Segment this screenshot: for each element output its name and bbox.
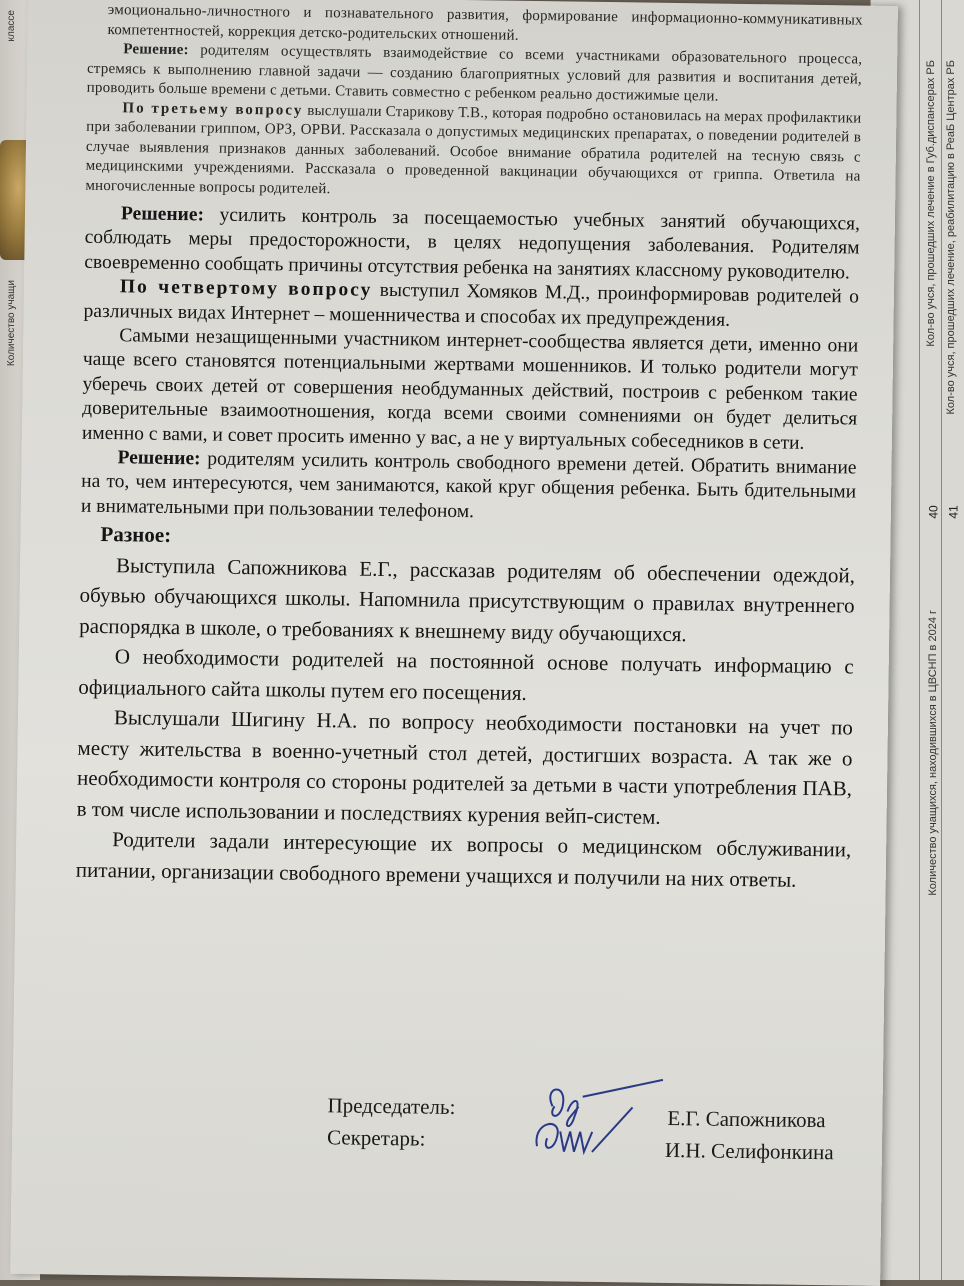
decision-3-text: родителям усилить контроль свободного времени детей. Обратить внимание на то, чем интересуются, чем занимаются, какой круг общения ребенка. Быть бдительными и внимательными при пользовании телефоном. (80, 448, 857, 523)
chair-name: Е.Г. Сапожникова (667, 1105, 826, 1133)
question-4-paragraph-2: Самыми незащищенными участником интернет-сообщества является дети, именно они чаще всего становятся потенциальными жертвами мошенников. И только родители могут уберечь своих детей от совершения необдуманных действий, построив с ребенком такие доверительные взаимоотношения, когда всеми своими сомнениями он будет делиться именно с вами, и совет просить именно у вас, а не у виртуальных собеседников в сети. (81, 325, 859, 454)
decision-1-text: родителям осуществлять взаимодействие со всеми участниками образовательного процесса, стремясь к выполнению главной задачи — созданию благоприятных условий для развития и воспитания детей, проводить больше времени с детьми. Ставить совместно с ребенком реально достижимые цели. (86, 42, 863, 105)
misc-paragraph-3: Выслушали Шигину Н.А. по вопросу необходимости постановки на учет по месту жительства в военно-учетный стол детей, достигших возраста. А так же о необходимости контроля со стороны родителей за детьми в части употребления ПАВ, в том числе использовании и последствиях курения вейп-систем. (76, 705, 854, 829)
table-divider (941, 0, 942, 1280)
upper-faded-section (85, 1, 863, 207)
misc-paragraph-4: Родители задали интересующие их вопросы о медицинском обслуживании, питании, организации свободного времени учащихся и получили на них ответы. (75, 827, 852, 892)
table-divider (919, 0, 920, 1280)
intro-paragraph: эмоционально-личностного и познавательного развития, формирование информационно-коммуникативных компетентностей, коррекция детско-родительских отношений. (107, 2, 863, 44)
table-number-41: 41 (946, 505, 961, 519)
chair-label: Председатель: (327, 1093, 456, 1120)
decision-2-text: усилить контроль за посещаемостью учебных занятий обучающихся, соблюдать меры предосторожности, в целях недопущения заболевания. Родителям своевременно сообщать причины отсутствия ребенка на занятиях классному руководителю. (84, 204, 861, 284)
signature-block (327, 1093, 888, 1171)
decision-3-label: Решение: (117, 447, 201, 470)
decision-3 (81, 446, 857, 530)
question-3 (85, 98, 861, 206)
table-header-3: Количество учащихся, находившихся в ЦВСНП в 2024 г (927, 610, 939, 896)
misc-paragraph-1: Выступила Сапожникова Е.Г., рассказав родителям об обеспечении одеждой, обувью обучающихся школы. Напомнила присутствующим о правилах внутреннего распорядка в школе, о требованиях к внешнему виду обучающихся. (79, 552, 856, 646)
question-3-label: По третьему вопросу (122, 99, 304, 119)
handwritten-signature (512, 1076, 673, 1168)
table-header-2: Кол-во учся, прошедших лечение, реабилитацию в РеаБ Центрах РБ (945, 60, 957, 415)
decision-2-label: Решение: (120, 203, 205, 226)
question-4-label: По четвертому вопросу (119, 276, 373, 301)
secretary-name: И.Н. Селифонкина (664, 1137, 834, 1165)
decision-2 (84, 202, 860, 286)
misc-heading: Разное: (100, 522, 172, 548)
decision-1-label: Решение: (123, 41, 189, 59)
document-page (10, 0, 898, 1286)
document-body (76, 1, 863, 896)
table-header-1: Кол-во учся, прошедших лечение в Губ.диспансерах РБ (925, 60, 937, 347)
question-4-text: выступил Хомяков М.Д., проинформировав родителей о различных видах Интернет – мошенничества и способах их предупреждения. (83, 279, 860, 331)
misc-section (76, 519, 856, 896)
left-sheet-text-1: классе (6, 10, 17, 42)
table-number-40: 40 (926, 505, 941, 519)
misc-paragraph-2: О необходимости родителей на постоянной основе получать информацию с официального сайта школы путем его посещения. (78, 644, 854, 705)
question-3-text: выслушали Старикову Т.В., которая подробно остановилась на мерах профилактики при заболевании гриппом, ОРЗ, ОРВИ. Рассказала о допустимых медицинских препаратах, о поведении родителей в случае выявления признаков данных заболеваний. Особое внимание обратила родителей на тесную связь с медицинскими учреждениями. Рассказала о проведенной вакцинации обучающихся от гриппа. Ответила на многочисленные вопросы родителей. (85, 102, 862, 197)
decision-1 (87, 40, 863, 109)
left-sheet-text-2: Количество учащи (6, 280, 17, 367)
secretary-label: Секретарь: (326, 1125, 426, 1151)
